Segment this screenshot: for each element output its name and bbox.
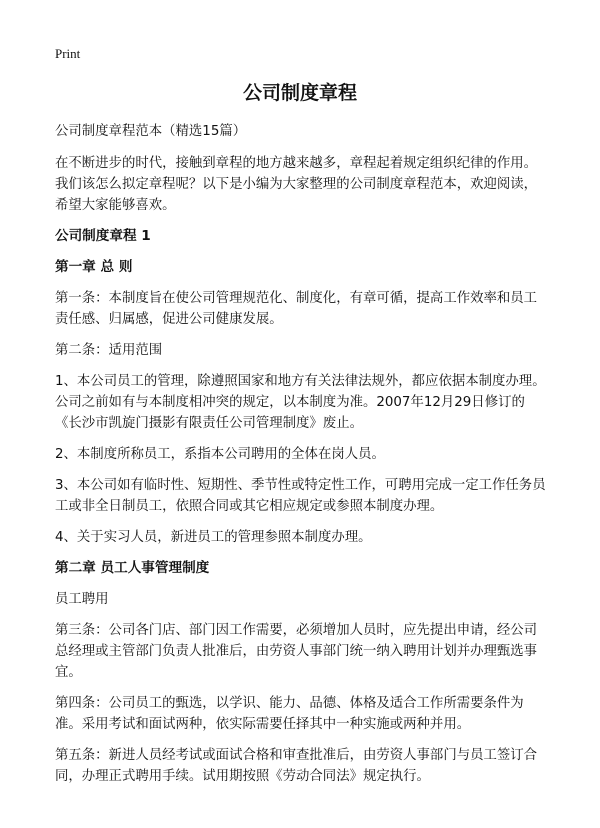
document-subtitle: 公司制度章程范本（精选15篇） — [55, 124, 247, 139]
hiring-heading: 员工聘用 — [55, 592, 109, 607]
intro-paragraph: 在不断进步的时代，接触到章程的地方越来越多，章程起着规定组织纪律的作用。我们该怎么拟定章程呢？以下是小编为大家整理的公司制度章程范本，欢迎阅读，希望大家能够喜欢。 — [55, 156, 538, 213]
document-body — [55, 121, 550, 797]
article-2: 第二条：适用范围 — [55, 343, 163, 358]
article-1: 第一条：本制度旨在使公司管理规范化、制度化，有章可循，提高工作效率和员工责任感、归属感，促进公司健康发展。 — [55, 291, 538, 327]
chapter-heading-2: 第二章 员工人事管理制度 — [55, 560, 210, 576]
scope-item-3: 3、本公司如有临时性、短期性、季节性或特定性工作，可聘用完成一定工作任务员工或非全日制员工，依照合同或其它相应规定或参照本制度办理。 — [55, 478, 546, 514]
article-3: 第三条：公司各门店、部门因工作需要，必须增加人员时，应先提出申请，经公司总经理或主管部门负责人批准后，由劳资人事部门统一纳入聘用计划并办理甄选事宜。 — [55, 623, 538, 680]
print-link[interactable]: Print — [55, 46, 81, 61]
chapter-heading-1: 第一章 总 则 — [55, 259, 133, 275]
article-5: 第五条：新进人员经考试或面试合格和审查批准后，由劳资人事部门与员工签订合同，办理正式聘用手续。试用期按照《劳动合同法》规定执行。 — [55, 748, 538, 784]
scope-item-2: 2、本制度所称员工，系指本公司聘用的全体在岗人员。 — [55, 447, 385, 462]
scope-item-1: 1、本公司员工的管理，除遵照国家和地方有关法律法规外，都应依据本制度办理。公司之前如有与本制度相冲突的规定，以本制度为准。2007年12月29日修订的《长沙市凯旋门摄影有限责任公司管理制度》废止。 — [55, 374, 546, 431]
section-heading: 公司制度章程 1 — [55, 228, 151, 244]
scope-item-4: 4、关于实习人员，新进员工的管理参照本制度办理。 — [55, 530, 372, 545]
article-4: 第四条：公司员工的甄选，以学识、能力、品德、体格及适合工作所需要条件为准。采用考试和面试两种，依实际需要任择其中一种实施或两种并用。 — [55, 696, 524, 732]
page-title: 公司制度章程 — [242, 82, 357, 104]
